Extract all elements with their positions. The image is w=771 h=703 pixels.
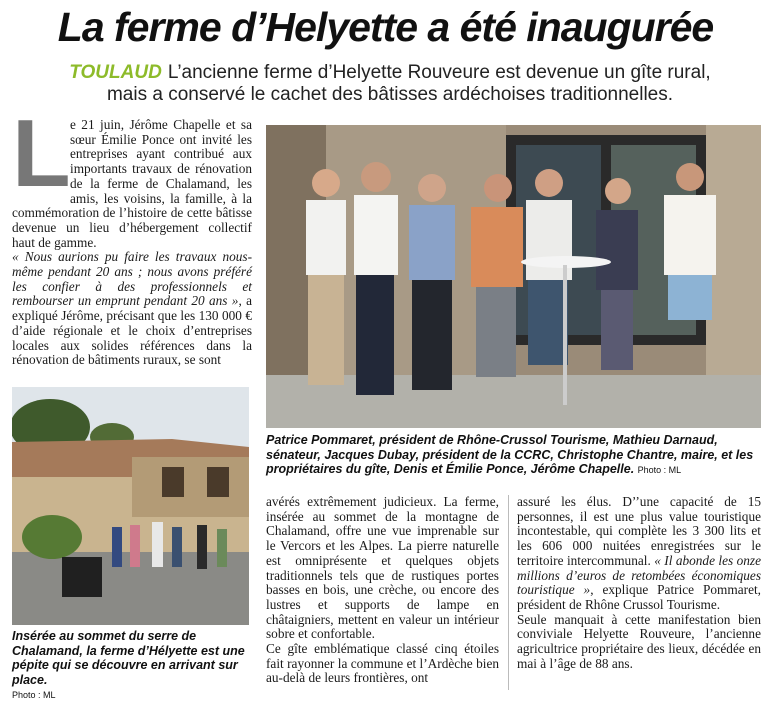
inauguration-photo-caption [266,433,761,478]
col3-tail: , explique Patrice Pommaret, président de Rhône Crussol Tourisme. [517,582,761,612]
col2-text1: avérés extrêmement judicieux. La ferme, insérée au sommet de la montagne de Chalamand, offre une vue imprenable sur le Vercors et les Alpes. La pierre naturelle est omniprésente et quelques objets traditionnels tels que de rustiques portes basses en bois, une crèche, ou encore des lustres et supports de lampe en châtaigniers, mettent en valeur un intérieur sobre et confortable. [266,494,499,642]
col3-quote: « Il abonde les onze millions d’euros de retombées économiques touristique » [517,552,761,598]
column-divider [508,495,509,690]
standfirst-line1: L’ancienne ferme d’Helyette Rouveure est devenue un gîte rural, [167,62,711,83]
col1-tail: , a expliqué Jérôme, précisant que les 130 000 € d’aide régionale et le choix d’entreprises locales aux solides références dans la rénovation de bâtiments ruraux, se sont [12,293,252,368]
farmhouse-photo-image [12,387,249,625]
col2-text2: Ce gîte emblématique classé cinq étoiles fait rayonner la commune et l’Ardèche bien au-delà de leurs frontières, ont [266,641,499,686]
farmhouse-photo-credit: Photo : ML [12,690,56,700]
farmhouse-photo-caption [12,629,252,703]
standfirst-line2: mais a conservé le cachet des bâtisses ardéchoises traditionnelles. [106,84,674,105]
article-column-2 [266,495,499,686]
dropcap: L [12,100,71,207]
col1-quote: « Nous aurions pu faire les travaux nous-même pendant 20 ans ; nous avons préféré les confier à des professionnels et rembourser un emprunt pendant 20 ans » [12,249,252,309]
headline: La ferme d’Helyette a été inaugurée [57,4,714,50]
inauguration-photo-credit: Photo : ML [637,465,682,475]
farmhouse-caption-text: Insérée au sommet du serre de Chalamand, la ferme d’Hélyette est une pépite qui se découvre en arrivant sur place. [12,629,245,687]
kicker: TOULAUD [69,62,162,83]
article-column-1 [12,100,252,368]
inauguration-photo-image [266,125,761,428]
inauguration-photo [266,125,761,428]
col3-text1: assuré les élus. D’’une capacité de 15 personnes, il est une plus value touristique incontestable, qui complète les 3 300 lits et les 606 000 nuitées enregistrées sur le territoire intercommunal. [517,494,761,568]
farmhouse-photo [12,387,249,625]
standfirst [40,62,740,106]
article-column-3 [517,495,761,671]
col3-text2: Seule manquait à cette manifestation bien conviviale Helyette Rouveure, l’ancienne agricultrice propriétaire des lieux, décédée en mai à l’âge de 88 ans. [517,611,761,671]
col1-text: e 21 juin, Jérôme Chapelle et sa sœur Émilie Ponce ont invité les entreprises ayant contribué aux importants travaux de rénovation de la ferme de Chalamand, les amis, les voisins, la famille, à la commémoration de l’histoire de cette bâtisse devenue un lieu d’hébergement collectif haut de gamme. [12,117,252,250]
inauguration-caption-text: Patrice Pommaret, président de Rhône-Crussol Tourisme, Mathieu Darnaud, sénateur, Jacques Dubay, président de la CCRC, Christophe Chantre, maire, et les propriétaires du gîte, Denis et Émilie Ponce, Jérôme Chapelle. [266,433,754,476]
